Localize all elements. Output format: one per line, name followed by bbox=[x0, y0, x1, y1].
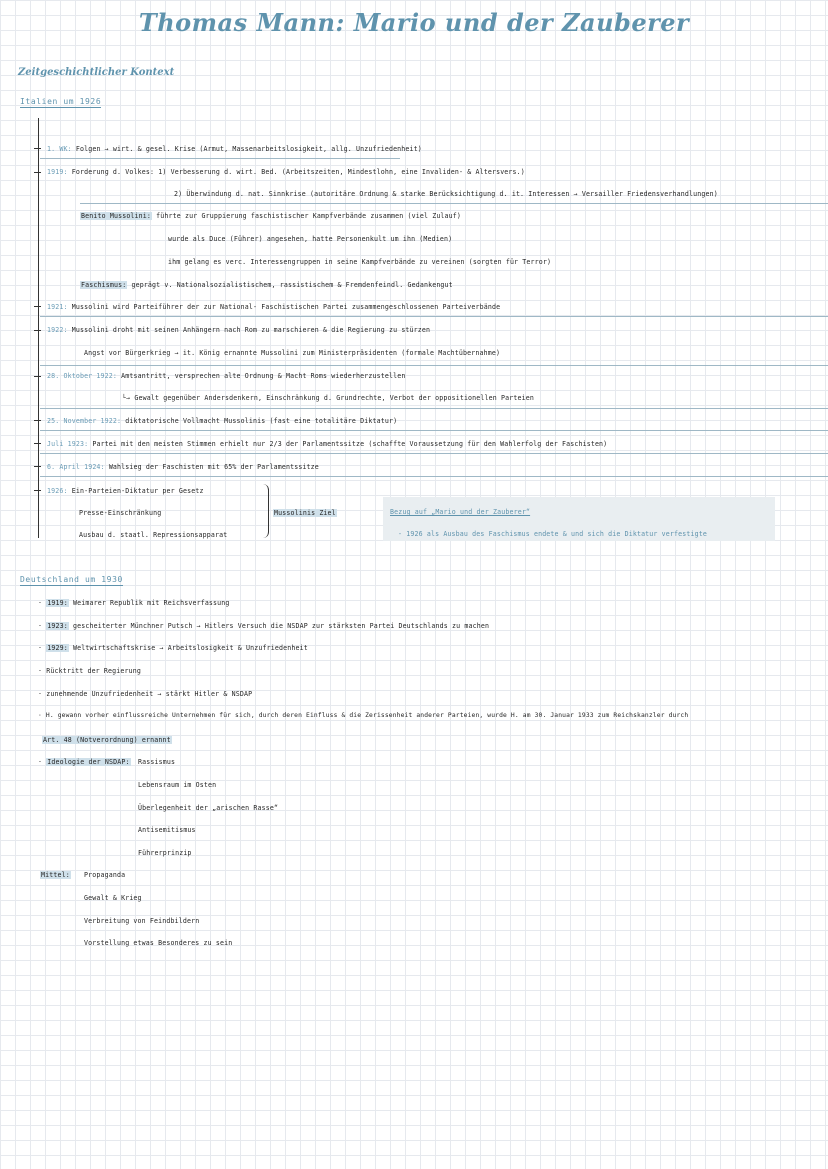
timeline-entry: 1921: Mussolini wird Parteiführer der zur National- Faschistischen Partei zusammengeschlossenen Parteiverbände bbox=[47, 303, 501, 311]
row-divider bbox=[80, 203, 828, 204]
timeline-entry: · zunehmende Unzufriedenheit → stärkt Hitler & NSDAP bbox=[38, 690, 253, 698]
timeline-line bbox=[38, 118, 39, 538]
timeline-entry: Ausbau d. staatl. Repressionsapparat bbox=[79, 531, 228, 539]
mittel-item: Vorstellung etwas Besonderes zu sein bbox=[84, 939, 233, 947]
ideologie-item: Führerprinzip bbox=[138, 849, 192, 857]
timeline-tick bbox=[34, 306, 41, 307]
mittel-item: Gewalt & Krieg bbox=[84, 894, 142, 902]
timeline-tick bbox=[34, 420, 41, 421]
timeline-entry: Faschismus: geprägt v. Nationalsozialistischem, rassistischem & Fremdenfeindl. Gedankengut bbox=[81, 281, 453, 289]
timeline-tick bbox=[34, 490, 41, 491]
timeline-entry: 25. November 1922: diktatorische Vollmacht Mussolinis (fast eine totalitäre Diktatur) bbox=[47, 417, 398, 425]
timeline-entry: wurde als Duce (Führer) angesehen, hatte Personenkult um ihn (Medien) bbox=[168, 235, 453, 243]
mussolini-ziel: Mussolinis Ziel bbox=[274, 509, 336, 517]
row-divider bbox=[40, 476, 828, 477]
timeline-entry: · 1929: Weltwirtschaftskrise → Arbeitslosigkeit & Unzufriedenheit bbox=[38, 644, 308, 652]
mittel-item: Propaganda bbox=[84, 871, 126, 879]
timeline-tick bbox=[34, 330, 41, 331]
timeline-entry: Presse-Einschränkung bbox=[79, 509, 162, 517]
row-divider bbox=[40, 430, 828, 431]
timeline-entry: 1919: Forderung d. Volkes: 1) Verbesserung d. wirt. Bed. (Arbeitszeiten, Mindestlohn, eine Invaliden- & Altersvers.) bbox=[47, 168, 525, 176]
row-divider bbox=[40, 316, 828, 317]
ideologie-item: Lebensraum im Osten bbox=[138, 781, 217, 789]
row-divider bbox=[40, 158, 400, 159]
reference-title: Bezug auf „Mario und der Zauberer“ bbox=[390, 508, 531, 516]
context-heading: Zeitgeschichtlicher Kontext bbox=[18, 67, 175, 78]
row-divider bbox=[40, 365, 828, 366]
mittel-label: Mittel: bbox=[41, 871, 70, 879]
timeline-entry: Art. 48 (Notverordnung) ernannt bbox=[43, 736, 171, 744]
brace bbox=[262, 484, 269, 538]
timeline-entry: 1926: Ein-Parteien-Diktatur per Gesetz bbox=[47, 487, 204, 495]
mittel-item: Verbreitung von Feindbildern bbox=[84, 917, 200, 925]
timeline-entry: ihm gelang es verc. Interessengruppen in seine Kampfverbände zu vereinen (sorgten für Terror) bbox=[168, 258, 552, 266]
timeline-entry: 6. April 1924: Wahlsieg der Faschisten mit 65% der Parlamentssitze bbox=[47, 463, 319, 471]
timeline-entry: Juli 1923: Partei mit den meisten Stimmen erhielt nur 2/3 der Parlamentssitze (schaffte Voraussetzung für den Wahlerfolg der Faschisten) bbox=[47, 440, 608, 448]
row-divider bbox=[40, 453, 828, 454]
timeline-tick bbox=[34, 148, 41, 149]
timeline-entry: 1922: Mussolini droht mit seinen Anhängern nach Rom zu marschieren & die Regierung zu stürzen bbox=[47, 326, 431, 334]
deutschland-heading: Deutschland um 1930 bbox=[20, 575, 123, 584]
ideologie-item: Überlegenheit der „arischen Rasse“ bbox=[138, 804, 279, 812]
reference-text: - 1926 als Ausbau des Faschismus endete & und sich die Diktatur verfestigte bbox=[398, 530, 707, 538]
timeline-entry: 28. Oktober 1922: Amtsantritt, versprechen alte Ordnung & Macht Roms wiederherzustellen bbox=[47, 372, 406, 380]
timeline-entry: Benito Mussolini: führte zur Gruppierung faschistischer Kampfverbände zusammen (viel Zulauf) bbox=[81, 212, 462, 220]
ideologie-item: Antisemitismus bbox=[138, 826, 196, 834]
row-divider bbox=[40, 408, 828, 409]
timeline-tick bbox=[34, 466, 41, 467]
timeline-tick bbox=[34, 172, 41, 173]
page-title: Thomas Mann: Mario und der Zauberer bbox=[138, 8, 690, 37]
italien-heading: Italien um 1926 bbox=[20, 97, 102, 106]
timeline-entry: Angst vor Bürgerkrieg → it. König ernannte Mussolini zum Ministerpräsidenten (formale Machtübernahme) bbox=[84, 349, 501, 357]
timeline-entry: 2) Überwindung d. nat. Sinnkrise (autoritäre Ordnung & starke Berücksichtigung d. it. Interessen → Versailler Friedensverhandlungen) bbox=[174, 190, 718, 198]
timeline-tick bbox=[34, 443, 41, 444]
timeline-entry: · 1919: Weimarer Republik mit Reichsverfassung bbox=[38, 599, 230, 607]
ideologie-label: · Ideologie der NSDAP: bbox=[38, 758, 130, 766]
timeline-entry: 1. WK: Folgen → wirt. & gesel. Krise (Armut, Massenarbeitslosigkeit, allg. Unzufriedenheit) bbox=[47, 145, 422, 153]
timeline-entry: · Rücktritt der Regierung bbox=[38, 667, 142, 675]
ideologie-item: Rassismus bbox=[138, 758, 176, 766]
timeline-entry: └→ Gewalt gegenüber Andersdenkern, Einschränkung d. Grundrechte, Verbot der oppositionellen Parteien bbox=[122, 394, 534, 402]
timeline-entry: · H. gewann vorher einflussreiche Unternehmen für sich, durch deren Einfluss & die Zerissenheit anderer Parteien, wurde H. am 30. Januar 1933 zum Reichskanzler durch bbox=[38, 712, 689, 719]
timeline-entry: · 1923: gescheiterter Münchner Putsch → Hitlers Versuch die NSDAP zur stärksten Partei Deutschlands zu machen bbox=[38, 622, 490, 630]
timeline-tick bbox=[34, 376, 41, 377]
